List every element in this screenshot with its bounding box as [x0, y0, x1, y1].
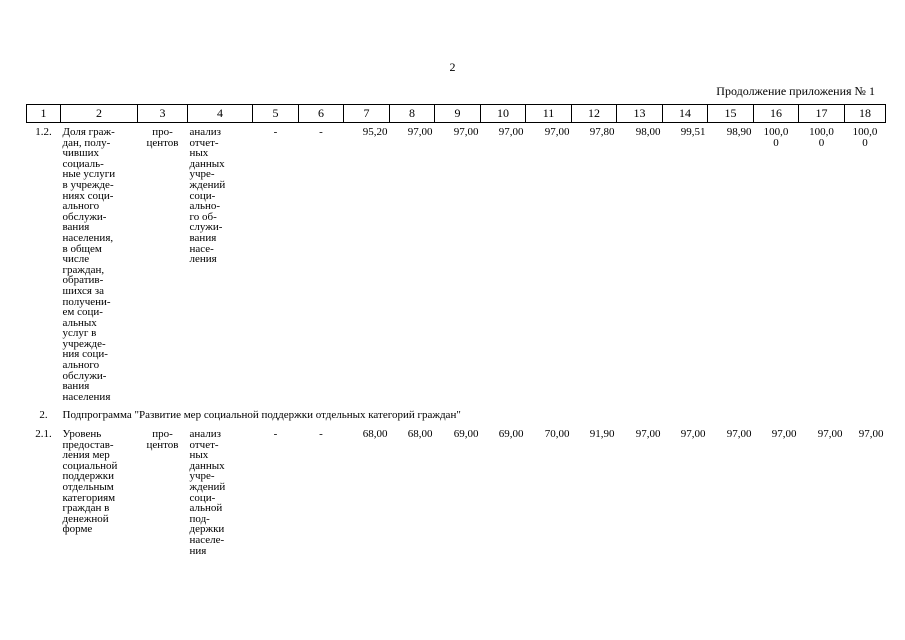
column-header: 5: [253, 105, 299, 123]
unit-of-measure: про- центов: [146, 126, 179, 149]
data-source: анализ отчет- ных данных учре- ждений соци- ально- го об- служи- вания насе- ления: [189, 126, 226, 266]
column-header: 16: [754, 105, 799, 123]
value-cell: 69,00: [453, 428, 479, 441]
value-cell: 97,00: [635, 428, 661, 441]
column-header: 10: [481, 105, 526, 123]
indicator-name: Уровень предостав- ления мер социальной поддержки отдельным категориям граждан в денежной форме: [62, 428, 118, 536]
value-cell: 97,00: [453, 126, 479, 138]
value-cell: 100,0 0: [763, 126, 789, 149]
value-cell: 95,20: [362, 126, 388, 138]
value-cell: 97,80: [589, 126, 615, 138]
column-header: 4: [188, 105, 253, 123]
column-header: 3: [138, 105, 188, 123]
value-cell: 97,00: [544, 126, 570, 138]
row-number: 2.: [39, 409, 48, 422]
column-header: 18: [845, 105, 886, 123]
column-header: 12: [572, 105, 617, 123]
value-cell: -: [319, 428, 323, 441]
column-header: 2: [61, 105, 138, 123]
value-cell: 97,00: [726, 428, 752, 441]
data-source: анализ отчет- ных данных учре- ждений соци- альной под- держки населе- ния: [189, 428, 226, 557]
value-cell: 69,00: [498, 428, 524, 441]
row-number: 2.1.: [35, 428, 52, 441]
column-header: 1: [27, 105, 61, 123]
table-row: [27, 123, 886, 403]
value-cell: -: [319, 126, 323, 138]
page-number: 2: [449, 60, 456, 74]
column-header: 8: [390, 105, 435, 123]
column-number-row: [27, 105, 886, 123]
value-cell: 98,00: [635, 126, 661, 138]
value-cell: 99,51: [680, 126, 706, 138]
column-header: 17: [799, 105, 845, 123]
column-header: 15: [708, 105, 754, 123]
column-header: 13: [617, 105, 663, 123]
column-header: 6: [299, 105, 344, 123]
value-cell: 91,90: [589, 428, 615, 441]
subprogram-title: Подпрограмма "Развитие мер социальной поддержки отдельных категорий граждан": [62, 409, 461, 422]
value-cell: 97,00: [680, 428, 706, 441]
value-cell: 97,00: [498, 126, 524, 138]
value-cell: 70,00: [544, 428, 570, 441]
table-row: [27, 425, 886, 556]
subprogram-row: [27, 402, 886, 425]
value-cell: 68,00: [407, 428, 433, 441]
value-cell: -: [273, 126, 278, 138]
value-cell: 97,00: [858, 428, 884, 441]
column-header: 9: [435, 105, 481, 123]
column-header: 14: [663, 105, 708, 123]
value-cell: 98,90: [726, 126, 752, 138]
appendix-continuation-label: Продолжение приложения № 1: [716, 84, 875, 98]
column-header: 7: [344, 105, 390, 123]
value-cell: 97,00: [407, 126, 433, 138]
column-header: 11: [526, 105, 572, 123]
value-cell: 97,00: [817, 428, 843, 441]
unit-of-measure: про- центов: [146, 428, 179, 451]
value-cell: 68,00: [362, 428, 388, 441]
row-number: 1.2.: [35, 126, 52, 138]
indicators-table: [26, 104, 886, 556]
value-cell: 100,0 0: [852, 126, 878, 149]
value-cell: -: [273, 428, 278, 441]
value-cell: 100,0 0: [809, 126, 834, 149]
value-cell: 97,00: [771, 428, 797, 441]
indicator-name: Доля граж- дан, полу- чивших социаль- ные услуги в учрежде- ниях соци- ального обслужи- вания населения, в общем числе граждан, обратив- шихся за получени- ем соци- альных услуг в учрежде- ния соци- ального обслужи- вания населения: [62, 126, 116, 403]
